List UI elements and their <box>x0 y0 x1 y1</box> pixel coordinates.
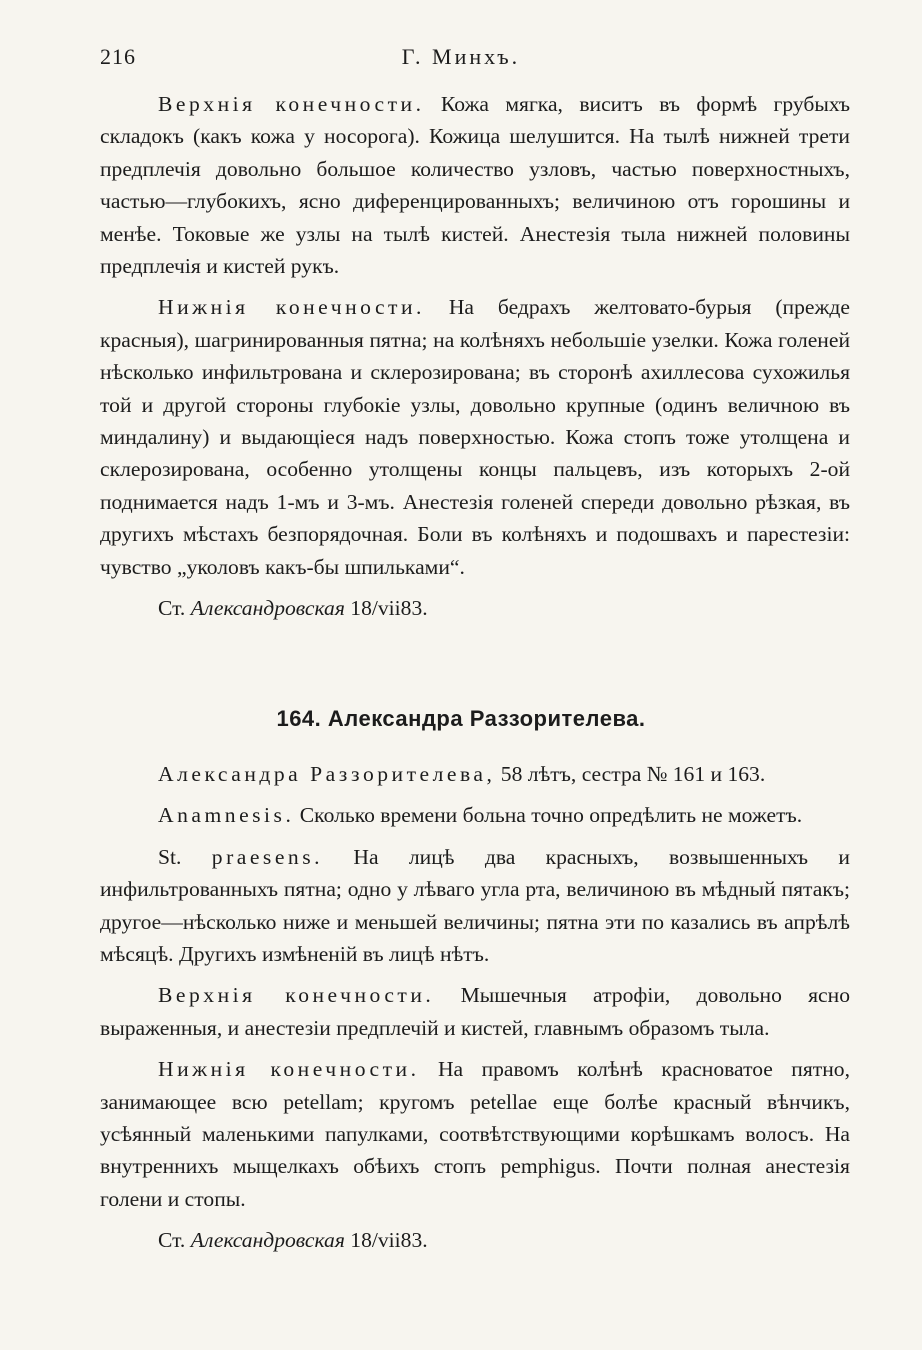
praesens-st: St. <box>158 844 182 869</box>
paragraph-lower-limbs <box>100 1053 850 1215</box>
ref-prefix: Ст. <box>158 596 186 621</box>
upper-limbs-text: Мышечныя атрофіи, довольно ясно выраженныя, и анестезіи предплечій и кистей, главнымъ образомъ тыла. <box>100 983 850 1040</box>
upper-limbs-label: Верхнія конечности. <box>158 983 435 1008</box>
case-heading: 164. Александра Раззорителева. <box>276 706 646 731</box>
praesens-text: На лицѣ два красныхъ, возвышенныхъ и инфильтрованныхъ пятна; одно у лѣваго угла рта, величиною въ мѣдный пятакъ; другое—нѣсколько ниже и меньшей величины; пятна эти по казались въ апрѣлѣ мѣсяцѣ. Другихъ измѣненій въ лицѣ нѣтъ. <box>100 844 850 967</box>
section-case-164 <box>100 758 850 1266</box>
anamnesis-label: Anamnesis. <box>158 803 295 828</box>
page-number: 216 <box>100 44 136 69</box>
upper-limbs-label: Верхнія конечности. <box>158 92 425 116</box>
ref-station: Александровская <box>190 596 345 621</box>
ref-date: 18/vii83. <box>350 596 428 621</box>
lower-limbs-text: На правомъ колѣнѣ красноватое пятно, занимающее всю petellam; кругомъ petellae еще болѣе красный вѣнчикъ, усѣянный маленькими папулками, соотвѣтствующими корѣшкамъ волосъ. На внутреннихъ мыщелкахъ обѣихъ стопъ pemphigus. Почти полная анестезія голени и стопы. <box>100 1057 850 1211</box>
upper-limbs-text: Кожа мягка, виситъ въ формѣ грубыхъ складокъ (какъ кожа у носорога). Кожица шелушится. На тылѣ нижней трети предплечія довольно большое количество узловъ, частью поверхностныхъ, частью—глубокихъ, ясно диференцированныхъ; величиною отъ горошины и менѣе. Токовые же узлы на тылѣ кистей. Анестезія тыла нижней половины предплечія и кистей рукъ. <box>100 92 850 279</box>
location-reference <box>100 592 850 624</box>
location-reference <box>100 1224 850 1256</box>
patient-details: 58 лѣтъ, сестра № 161 и 163. <box>500 762 766 786</box>
paragraph-lower-limbs <box>100 291 850 583</box>
paragraph-anamnesis <box>100 799 850 831</box>
lower-limbs-label: Нижнія конечности. <box>158 1057 420 1082</box>
praesens-label: praesens. <box>211 844 324 869</box>
patient-name: Александра Раззорителева, <box>158 762 496 786</box>
anamnesis-text: Сколько времени больна точно опредѣлить не можетъ. <box>299 803 803 828</box>
lower-limbs-label: Нижнія конечности. <box>158 295 425 320</box>
paragraph-upper-limbs <box>100 979 850 1044</box>
ref-date: 18/vii83. <box>350 1228 428 1253</box>
section-continuation <box>100 88 850 634</box>
ref-prefix: Ст. <box>158 1228 186 1253</box>
ref-station: Александровская <box>190 1228 345 1253</box>
lower-limbs-text: На бедрахъ желтовато-бурыя (прежде красныя), шагринированныя пятна; на колѣняхъ небольшіе узелки. Кожа голеней нѣсколько инфильтрована и склерозирована; въ сторонѣ ахиллесова сухожилья той и другой стороны глубокіе узлы, довольно крупные (одинъ величною въ миндалину) и выдающіеся надъ поверхностью. Кожа стопъ тоже утолщена и склерозирована, особенно утолщены концы пальцевъ, изъ которыхъ 2-ой поднимается надъ 1-мъ и 3-мъ. Анестезія голеней спереди довольно рѣзкая, въ другихъ мѣстахъ безпорядочная. Боли въ колѣняхъ и подошвахъ и парестезіи: чувство „уколовъ какъ-бы шпильками“. <box>100 295 850 579</box>
paragraph-name <box>100 758 850 790</box>
paragraph-praesens <box>100 841 850 971</box>
paragraph-upper-limbs <box>100 88 850 282</box>
running-head: Г. Минхъ. <box>401 44 521 69</box>
page-header <box>0 44 922 74</box>
